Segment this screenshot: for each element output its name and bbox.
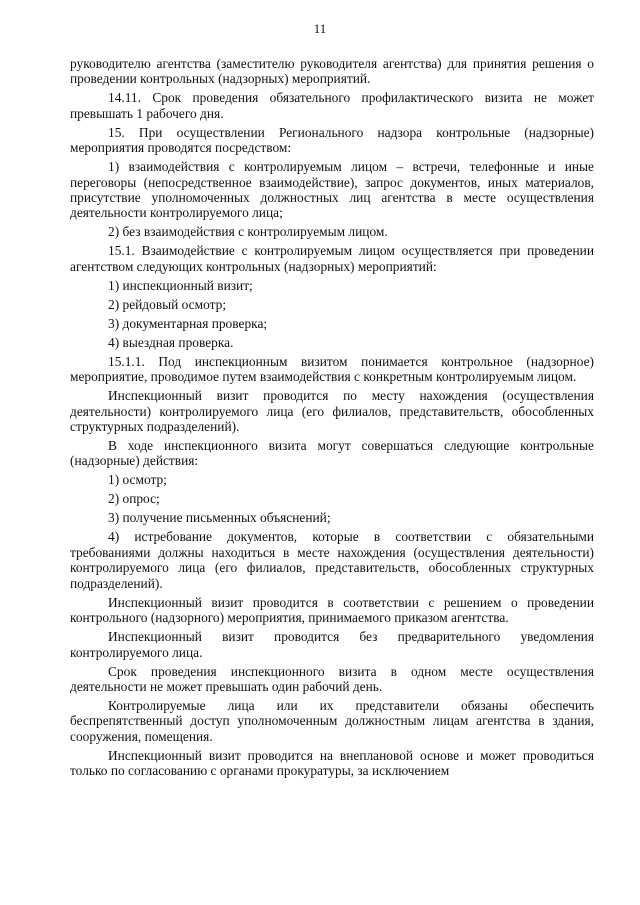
document-body	[70, 56, 594, 782]
list-item: 4) выездная проверка.	[108, 334, 234, 350]
list-item: 3) получение письменных объяснений;	[108, 510, 331, 526]
list-item: 3) документарная проверка;	[108, 315, 268, 331]
list-item: 1) инспекционный визит;	[108, 277, 253, 293]
paragraph-15-1-1: 15.1.1. Под инспекционным визитом понимается контрольное (надзорное) мероприятие, проводимое путем взаимодействия с конкретным контролируемым лицом.	[70, 353, 594, 385]
list-item: 1) осмотр;	[108, 472, 167, 488]
list-item: 2) опрос;	[108, 491, 160, 507]
paragraph-visit-notice: Инспекционный визит проводится без предварительного уведомления контролируемого лица.	[70, 629, 594, 660]
paragraph-15-item-1: 1) взаимодействия с контролируемым лицом – встречи, телефонные и иные переговоры (непосредственное взаимодействие), запрос документов, иных материалов, присутствие уполномоченных должностных лиц агентства в месте осуществления деятельности контролируемого лица;	[70, 159, 594, 221]
page-number: 11	[313, 21, 327, 36]
paragraph-visit-decision: Инспекционный визит проводится в соответствии с решением о проведении контрольного (надзорного) мероприятия, принимаемого приказом агентства.	[70, 594, 594, 626]
paragraph-visit-duration: Срок проведения инспекционного визита в одном месте осуществления деятельности не может превышать один рабочий день.	[70, 663, 594, 694]
list-item: 4) истребование документов, которые в соответствии с обязательными требованиями должны находиться в месте нахождения (осуществления деятельности) контролируемого лица (его филиалов, представительств, обособленных структурных подразделений).	[70, 529, 594, 591]
paragraph-visit-unscheduled: Инспекционный визит проводится на внеплановой основе и может проводиться только по согласованию с органами прокуратуры, за исключением	[70, 747, 594, 779]
paragraph-15-1: 15.1. Взаимодействие с контролируемым лицом осуществляется при проведении агентством следующих контрольных (надзорных) мероприятий:	[70, 243, 594, 274]
paragraph-visit-access: Контролируемые лица или их представители обязаны обеспечить беспрепятственный доступ уполномоченным должностным лицам агентства в здания, сооружения, помещения.	[70, 697, 594, 744]
paragraph-15-item-2: 2) без взаимодействия с контролируемым лицом.	[108, 224, 388, 240]
list-item: 2) рейдовый осмотр;	[108, 296, 227, 312]
paragraph-continuation: руководителю агентства (заместителю руководителя агентства) для принятия решения о проведении контрольных (надзорных) мероприятий.	[70, 56, 594, 87]
paragraph-14-11: 14.11. Срок проведения обязательного профилактического визита не может превышать 1 рабочего дня.	[70, 90, 594, 121]
paragraph-visit-location: Инспекционный визит проводится по месту нахождения (осуществления деятельности) контролируемого лица (его филиалов, представительств, обособленных структурных подразделений).	[70, 388, 594, 435]
paragraph-visit-actions: В ходе инспекционного визита могут совершаться следующие контрольные (надзорные) действия:	[70, 438, 594, 469]
paragraph-15: 15. При осуществлении Регионального надзора контрольные (надзорные) мероприятия проводятся посредством:	[70, 124, 594, 156]
